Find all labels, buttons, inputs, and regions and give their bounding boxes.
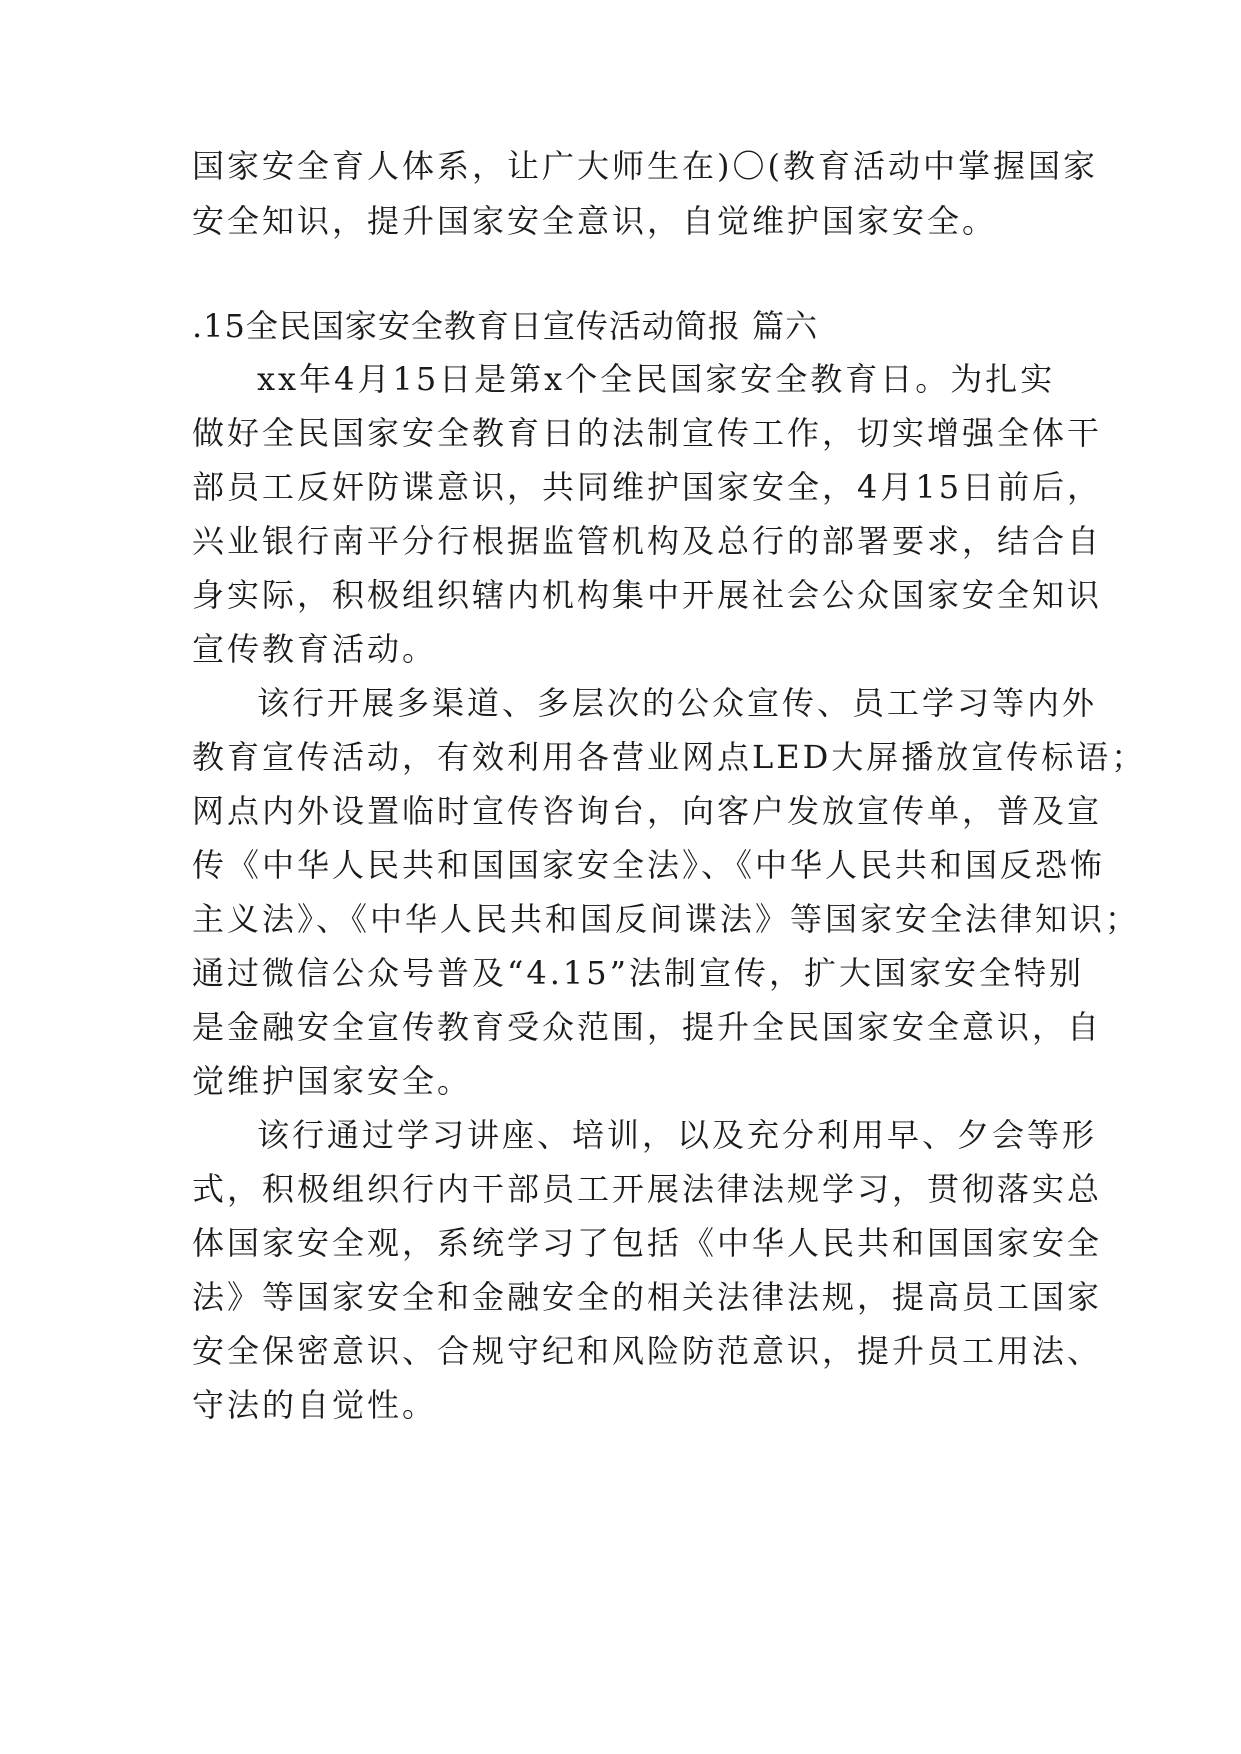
paragraph-2-line-3: 网点内外设置临时宣传咨询台，向客户发放宣传单，普及宣 xyxy=(192,792,1103,830)
section-heading: .15全民国家安全教育日宣传活动简报 篇六 xyxy=(192,307,819,345)
paragraph-1-line-2: 做好全民国家安全教育日的法制宣传工作，切实增强全体干 xyxy=(192,414,1103,452)
intro-line-1: 国家安全育人体系，让广大师生在)〇(教育活动中掌握国家 xyxy=(192,147,1098,185)
paragraph-1-line-1: xx年4月15日是第x个全民国家安全教育日。为扎实 xyxy=(257,360,1056,398)
paragraph-2-line-4: 传《中华人民共和国国家安全法》、《中华人民共和国反恐怖 xyxy=(192,846,1106,884)
paragraph-2-line-6: 通过微信公众号普及“4.15”法制宣传，扩大国家安全特别 xyxy=(192,954,1084,992)
paragraph-2-line-5: 主义法》、《中华人民共和国反间谍法》等国家安全法律知识； xyxy=(192,900,1141,938)
paragraph-2-line-8: 觉维护国家安全。 xyxy=(192,1062,473,1100)
paragraph-2-line-1: 该行开展多渠道、多层次的公众宣传、员工学习等内外 xyxy=(257,684,1098,722)
paragraph-1-line-4: 兴业银行南平分行根据监管机构及总行的部署要求，结合自 xyxy=(192,522,1103,560)
intro-line-2: 安全知识，提升国家安全意识，自觉维护国家安全。 xyxy=(192,202,998,240)
paragraph-2-line-2: 教育宣传活动，有效利用各营业网点LED大屏播放宣传标语； xyxy=(192,738,1147,776)
paragraph-3-line-5: 安全保密意识、合规守纪和风险防范意识，提升员工用法、 xyxy=(192,1332,1103,1370)
paragraph-1-line-6: 宣传教育活动。 xyxy=(192,630,438,668)
paragraph-1-line-5: 身实际，积极组织辖内机构集中开展社会公众国家安全知识 xyxy=(192,576,1103,614)
paragraph-1-line-3: 部员工反奸防谍意识，共同维护国家安全，4月15日前后， xyxy=(192,468,1103,506)
paragraph-2-line-7: 是金融安全宣传教育受众范围，提升全民国家安全意识，自 xyxy=(192,1008,1103,1046)
paragraph-3-line-3: 体国家安全观，系统学习了包括《中华人民共和国国家安全 xyxy=(192,1224,1103,1262)
paragraph-3-line-2: 式，积极组织行内干部员工开展法律法规学习，贯彻落实总 xyxy=(192,1170,1103,1208)
paragraph-3-line-4: 法》等国家安全和金融安全的相关法律法规，提高员工国家 xyxy=(192,1278,1103,1316)
paragraph-3-line-6: 守法的自觉性。 xyxy=(192,1386,438,1424)
paragraph-3-line-1: 该行通过学习讲座、培训，以及充分利用早、夕会等形 xyxy=(257,1116,1098,1154)
